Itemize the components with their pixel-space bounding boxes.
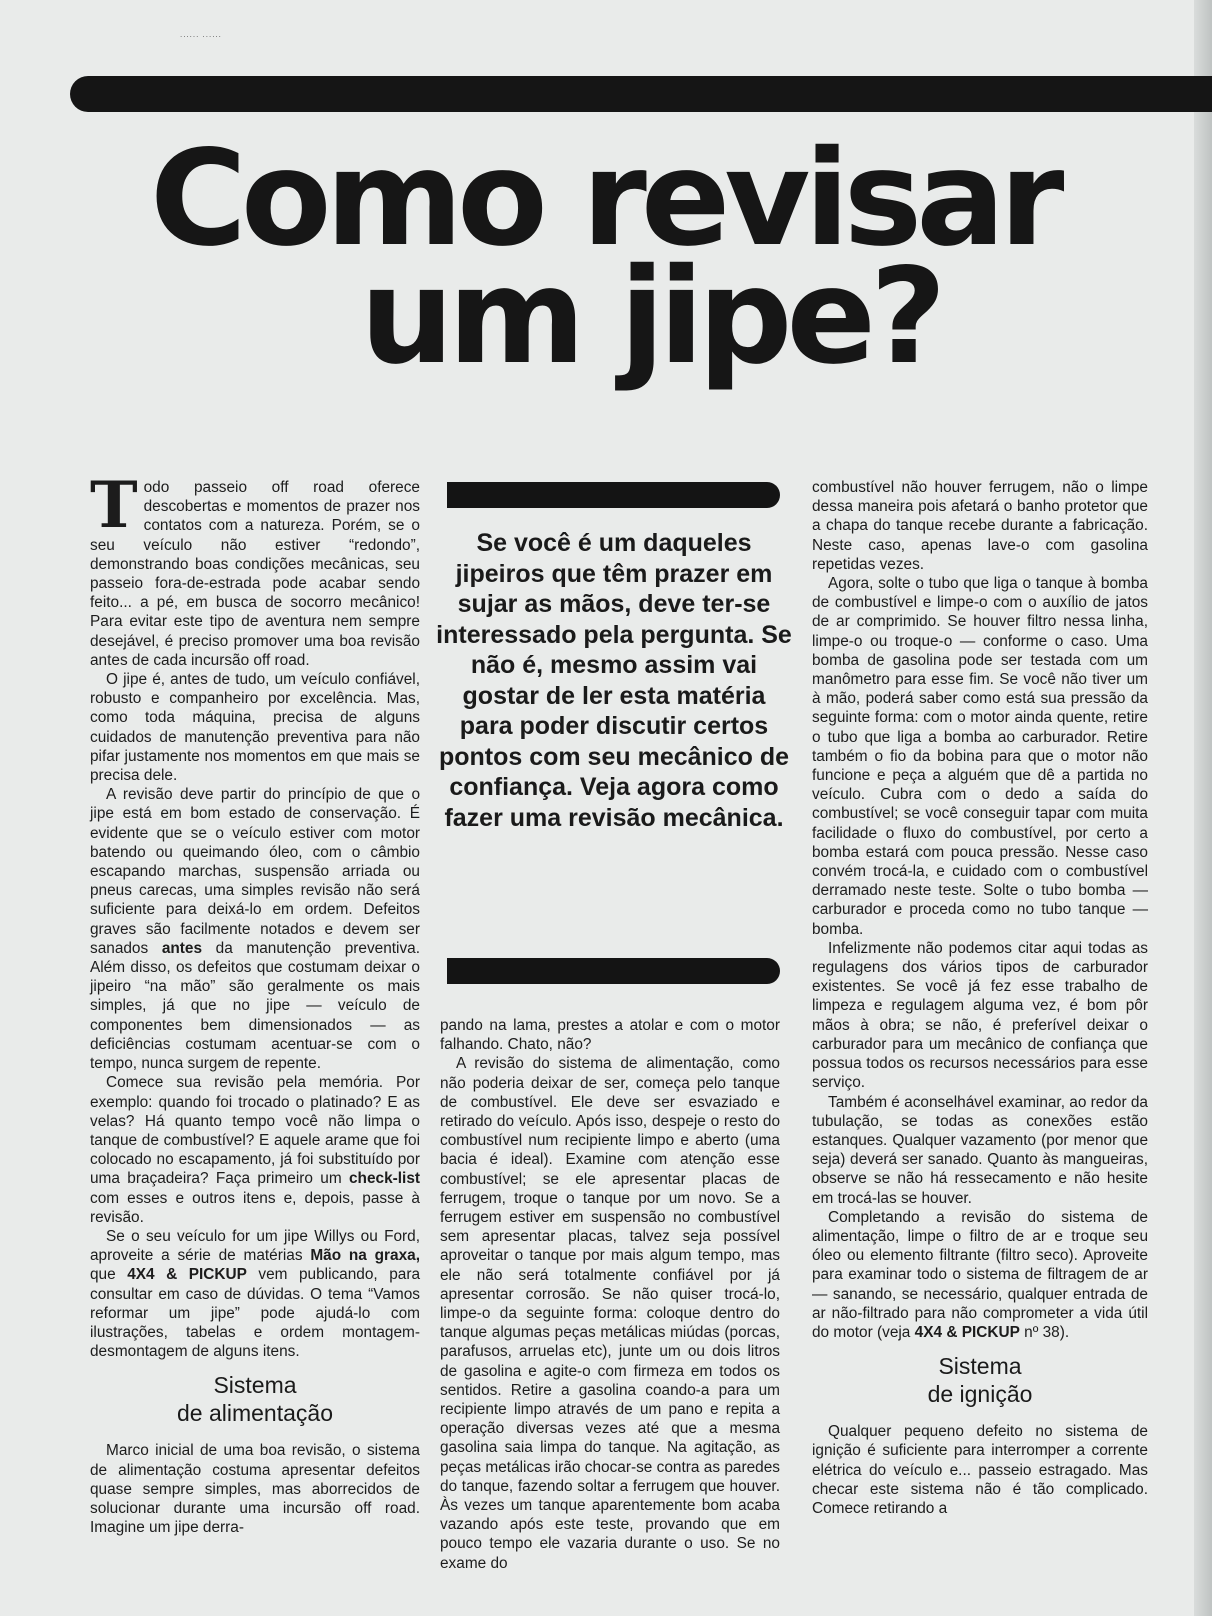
paragraph-text: da manutenção preventiva. Além disso, os defeitos que costumam deixar o jipeiro “na mão” são geralmente os mais simples, já que no jipe — veículo de componentes bem dimensionados — as deficiências costumam acentuar-se com o tempo, nunca surgem de repente. [90, 939, 421, 1073]
top-black-bar [70, 76, 1212, 112]
middle-column [440, 1016, 780, 1573]
paragraph: combustível não houver ferrugem, não o limpe dessa maneira pois afetará o banho protetor que a chapa do tanque recebe durante a fabricação. Neste caso, apenas lave-o com gasolina repetidas vezes. [812, 479, 1148, 573]
left-column [90, 468, 421, 1537]
paragraph: Marco inicial de uma boa revisão, o sistema de alimentação costuma apresentar defeitos quase sempre simples, mas aborrecidos de solucionar durante uma incursão off road. Imagine um jipe derra- [90, 1442, 420, 1537]
paragraph: pando na lama, prestes a atolar e com o motor falhando. Chato, não? [440, 1017, 780, 1054]
paragraph-text: Completando a revisão do sistema de alimentação, limpe o filtro de ar e troque seu óleo ou elemento filtrante (filtro seco). Aproveite para examinar todo o sistema de filtragem de ar — sanando, se necessário, qualquer entrada de ar não-filtrado para não comprometer a vida útil do motor (veja [812, 1208, 1148, 1341]
section-heading-alimentacao [90, 1371, 420, 1427]
paragraph-text: Comece sua revisão pela memória. Por exemplo: quando foi trocado o platinado? E as velas? Há quanto tempo você não limpa o tanque de combustível? E aquele arame que foi colocado no escapamento, já foi substituído por uma braçadeira? Faça primeiro um [90, 1074, 420, 1188]
headline-line-2: um jipe? [360, 240, 941, 394]
corner-mark: ...... ...... [180, 30, 222, 39]
intro-bar-top [447, 482, 780, 508]
paragraph-text: nº 38). [1024, 1323, 1070, 1341]
paragraph-text: Se o seu veículo for um jipe Willys ou Ford, aproveite a série de matérias [90, 1227, 420, 1265]
paragraph-text: odo passeio off road oferece descobertas e momentos de prazer nos contatos com a natureza. Porém, se o seu veículo não estiver “redondo”, demonstrando boas condições mecânicas, seu passeio fora-de-estrada pode acabar sendo feito... a pé, em busca de socorro mecânico! Para evitar este tipo de aventura nem sempre desejável, é preciso promover uma boa revisão antes de cada incursão off road. [90, 479, 420, 669]
section-heading-line: de ignição [927, 1381, 1033, 1408]
paragraph: Infelizmente não podemos citar aqui todas as regulagens dos vários tipos de carburador existentes. Se você já fez esse trabalho de limpeza e regulagem alguma vez, é bom pôr mãos à obra; se não, é preferível deixar o carburador para um mecânico de confiança que possua todos os recursos necessários para esse serviço. [812, 939, 1148, 1092]
paragraph-text: vem publicando, para consultar em caso de dúvidas. O tema “Vamos reformar um jipe” pode ajudá-lo com ilustrações, tabelas e ordem montagem-desmontagem de alguns itens. [90, 1266, 421, 1361]
paragraph: Qualquer pequeno defeito no sistema de ignição é suficiente para interromper a corrente elétrica do veículo e... passeio estragado. Mas checar este sistema não é tão complicado. Comece retirando a [812, 1423, 1148, 1517]
paragraph [90, 785, 420, 1073]
bold-term: check-list [349, 1170, 421, 1188]
paragraph: Também é aconselhável examinar, ao redor da tubulação, se todas as conexões estão estanques. Qualquer vazamento (por menor que seja) deverá ser sanado. Quanto às mangueiras, observe se não há ressecamento e não hesite em trocá-las se houver. [812, 1093, 1148, 1207]
headline-line-1: Como revisar [150, 122, 1059, 276]
intro-deck: Se você é um daqueles jipeiros que têm prazer em sujar as mãos, deve ter-se interessado pela pergunta. Se não é, mesmo assim vai gostar de ler esta matéria para poder discutir certos pontos com seu mecânico de confiança. Veja agora como fazer uma revisão mecânica. [436, 529, 792, 832]
bold-term: Mão na graxa, [310, 1247, 420, 1265]
drop-cap: T [90, 468, 138, 543]
paragraph-text: que [90, 1266, 116, 1284]
paragraph [90, 1073, 420, 1227]
paragraph: A revisão do sistema de alimentação, como não poderia deixar de ser, começa pelo tanque de combustível. Ele deve ser esvaziado e retirado do veículo. Após isso, despeje o resto do combustível num recipiente limpo e aberto (uma bacia é ideal). Examine com atenção esse combustível; se ele apresentar placas de ferrugem, troque o tanque por um novo. Se a ferrugem estiver em suspensão no combustível sem apresentar placas, talvez seja possível aproveitar o tanque por mais algum tempo, mas ele não será totalmente confiável por já apresentar corrosão. Se não quiser trocá-lo, limpe-o da seguinte forma: coloque dentro do tanque algumas peças metálicas miúdas (porcas, parafusos, arruelas etc), junte um ou dois litros de gasolina e agite-o com firmeza em todos os sentidos. Retire a gasolina coando-a para um recipiente limpo através de um pano e repita a operação diversas vezes até que a mesma gasolina saia limpa do tanque. Na agitação, as peças metálicas irão chocar-se contra as paredes do tanque, fazendo soltar a ferrugem que houver. Às vezes um tanque aparentemente bom acaba vazando após este teste, provando que em pouco tempo ele vazaria durante o uso. Se no exame do [440, 1055, 780, 1572]
section-heading-line: Sistema [938, 1353, 1022, 1380]
intro-bar-bottom [447, 958, 780, 984]
paragraph-text: A revisão deve partir do princípio de que o jipe está em bom estado de conservação. É evidente que se o veículo estiver com motor batendo ou queimando óleo, com o câmbio escapando marchas, suspensão arriada ou pneus carecas, uma simples revisão não será suficiente para deixá-lo em ordem. Defeitos graves são facilmente notados e devem ser sanados [90, 786, 420, 957]
page-edge [1194, 0, 1212, 1616]
paragraph [90, 468, 420, 670]
section-heading-ignicao [812, 1352, 1148, 1408]
bold-term: 4X4 & PICKUP [914, 1323, 1020, 1341]
paragraph: Agora, solte o tubo que liga o tanque à bomba de combustível e limpe-o com o auxílio de jatos de ar comprimido. Se houver filtro nessa linha, limpe-o ou troque-o — conforme o caso. Uma bomba de gasolina pode ser testada com um manômetro para esse fim. Se você não tiver um à mão, poderá saber como está sua pressão da seguinte forma: com o motor ainda quente, retire o tubo que liga a bomba ao carburador. Retire também o fio da bobina para que o motor não funcione e peça a alguém que dê a partida no veículo. Cubra com o dedo a saída do combustível; se você conseguir tapar com muita facilidade o fluxo do combustível, por certo a bomba estará com pouca pressão. Nesse caso convém trocá-la, e cuidado com o combustível derramado neste teste. Solte o tubo bomba — carburador e proceda como no tubo tanque — bomba. [812, 575, 1148, 938]
bold-term: antes [161, 939, 203, 957]
headline [150, 122, 1190, 394]
paragraph [812, 1208, 1148, 1342]
right-column [812, 478, 1148, 1518]
paragraph-text: com esses e outros itens e, depois, passe à revisão. [90, 1189, 420, 1226]
paragraph [90, 1227, 420, 1361]
paragraph: O jipe é, antes de tudo, um veículo confiável, robusto e companheiro por excelência. Mas, como toda máquina, precisa de alguns cuidados de manutenção preventiva para não pifar justamente nos momentos em que mais se precisa dele. [90, 671, 420, 785]
bold-term: 4X4 & PICKUP [127, 1266, 247, 1284]
section-heading-line: Sistema [213, 1372, 297, 1399]
section-heading-line: de alimentação [177, 1400, 333, 1427]
